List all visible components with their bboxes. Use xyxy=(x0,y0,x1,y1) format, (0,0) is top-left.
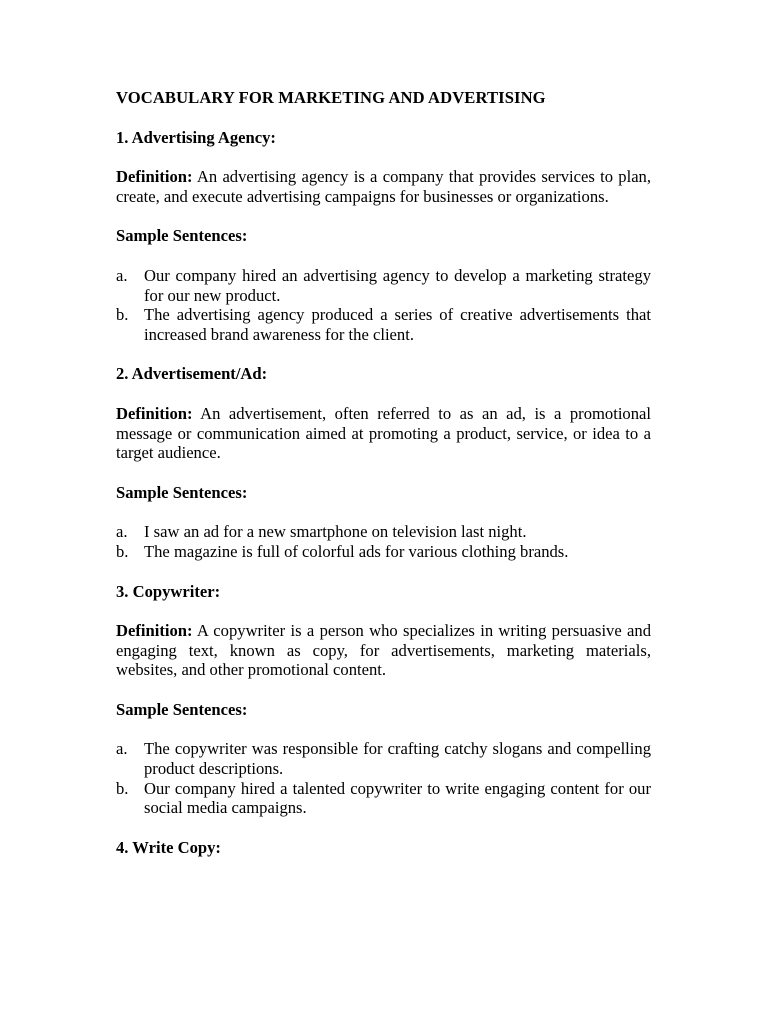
sample-sentence xyxy=(116,779,651,818)
sample-sentence-text: The copywriter was responsible for crafting catchy slogans and compelling product descriptions. xyxy=(144,739,651,779)
sample-sentence xyxy=(116,739,651,778)
definition-label: Definition: xyxy=(116,621,193,641)
sample-sentence xyxy=(116,305,651,344)
definition-label: Definition: xyxy=(116,403,193,423)
list-marker: a. xyxy=(116,522,128,542)
sample-sentence xyxy=(116,522,651,542)
document-title: VOCABULARY FOR MARKETING AND ADVERTISING xyxy=(116,88,546,107)
sample-sentences-list xyxy=(116,522,651,561)
term-heading: 4. Write Copy: xyxy=(116,837,221,857)
sample-sentences-heading: Sample Sentences: xyxy=(116,699,248,719)
sample-sentence-text: The advertising agency produced a series of creative advertisements that increased brand awareness for the client. xyxy=(144,305,651,344)
term-heading: 1. Advertising Agency: xyxy=(116,127,276,147)
sample-sentence-text: Our company hired an advertising agency to develop a marketing strategy for our new product. xyxy=(144,265,651,305)
sample-sentences-list xyxy=(116,266,651,344)
term-heading: 3. Copywriter: xyxy=(116,581,221,601)
sample-sentence-text: Our company hired a talented copywriter to write engaging content for our social media campaigns. xyxy=(144,778,651,818)
term-definition xyxy=(116,167,651,206)
term-advertising-agency xyxy=(116,128,651,345)
sample-sentence-text: The magazine is full of colorful ads for various clothing brands. xyxy=(144,541,569,561)
sample-sentence-text: I saw an ad for a new smartphone on television last night. xyxy=(144,522,527,542)
list-marker: a. xyxy=(116,265,128,285)
term-advertisement xyxy=(116,364,651,561)
definition-text: An advertising agency is a company that provides services to plan, create, and execute advertising campaigns for businesses or organizations. xyxy=(116,167,652,206)
term-write-copy xyxy=(116,838,651,858)
term-definition xyxy=(116,621,651,680)
list-marker: a. xyxy=(116,739,128,759)
term-copywriter xyxy=(116,582,651,818)
definition-label: Definition: xyxy=(116,167,193,187)
sample-sentence xyxy=(116,266,651,305)
sample-sentences-list xyxy=(116,739,651,817)
sample-sentences-heading: Sample Sentences: xyxy=(116,482,248,502)
term-definition xyxy=(116,404,651,463)
term-heading: 2. Advertisement/Ad: xyxy=(116,364,268,384)
list-marker: b. xyxy=(116,778,129,798)
sample-sentences-heading: Sample Sentences: xyxy=(116,226,248,246)
definition-text: A copywriter is a person who specializes in writing persuasive and engaging text, known as copy, for advertisements, marketing materials, websites, and other promotional content. xyxy=(116,621,651,680)
sample-sentence xyxy=(116,542,651,562)
definition-text: An advertisement, often referred to as an ad, is a promotional message or communication aimed at promoting a product, service, or idea to a target audience. xyxy=(116,403,651,463)
document-page xyxy=(116,88,651,877)
list-marker: b. xyxy=(116,541,129,561)
list-marker: b. xyxy=(116,305,129,325)
